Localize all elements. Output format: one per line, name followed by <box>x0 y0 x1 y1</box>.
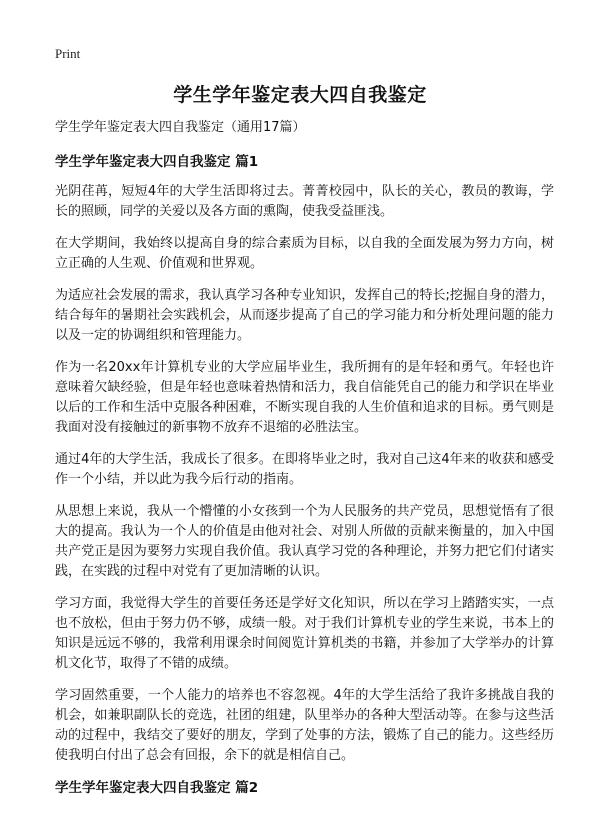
paragraph: 光阴荏苒，短短4年的大学生活即将过去。菁菁校园中，队长的关心，教员的教诲，学长的照顾，同学的关爱以及各方面的熏陶，使我受益匪浅。 <box>55 184 554 219</box>
document-body <box>55 118 554 808</box>
paragraph: 作为一名20xx年计算机专业的大学应届毕业生，我所拥有的是年轻和勇气。年轻也许意味着欠缺经验，但是年轻也意味着热情和活力，我自信能凭自己的能力和学识在毕业以后的工作和生活中克服各种困难，不断实现自我的人生价值和追求的目标。勇气则是我面对没有接触过的新事物不放弃不退缩的必胜法宝。 <box>55 360 554 435</box>
section-heading: 学生学年鉴定表大四自我鉴定 篇2 <box>55 780 259 796</box>
paragraph: 从思想上来说，我从一个懵懂的小女孩到一个为人民服务的共产党员，思想觉悟有了很大的提高。我认为一个人的价值是由他对社会、对别人所做的贡献来衡量的，加入中国共产党正是因为要努力实现自我价值。我认真学习党的各种理论，并努力把它们付诸实践，在实践的过程中对党有了更加清晰的认识。 <box>55 504 554 579</box>
print-link[interactable]: Print <box>55 46 81 61</box>
paragraph: 在大学期间，我始终以提高自身的综合素质为目标，以自我的全面发展为努力方向，树立正确的人生观、价值观和世界观。 <box>55 236 554 271</box>
paragraph: 通过4年的大学生活，我成长了很多。在即将毕业之时，我对自己这4年来的收获和感受作一个小结，并以此为我今后行动的指南。 <box>55 452 554 487</box>
paragraph: 学习固然重要，一个人能力的培养也不容忽视。4年的大学生活给了我许多挑战自我的机会，如兼职副队长的竞选，社团的组建，队里举办的各种大型活动等。在参与这些活动的过程中，我结交了要好的朋友，学到了处事的方法，锻炼了自己的能力。这些经历使我明白付出了总会有回报，余下的就是相信自己。 <box>55 688 554 763</box>
page-title: 学生学年鉴定表大四自我鉴定 <box>173 84 427 106</box>
paragraph: 为适应社会发展的需求，我认真学习各种专业知识，发挥自己的特长;挖掘自身的潜力，结合每年的暑期社会实践机会，从而逐步提高了自己的学习能力和分析处理问题的能力以及一定的协调组织和管理能力。 <box>55 288 554 343</box>
paragraph: 学习方面，我觉得大学生的首要任务还是学好文化知识，所以在学习上踏踏实实，一点也不放松，但由于努力仍不够，成绩一般。对于我们计算机专业的学生来说，书本上的知识是远远不够的，我常利用课余时间阅览计算机类的书籍，并参加了大学举办的计算机文化节，取得了不错的成绩。 <box>55 596 554 671</box>
section-1 <box>55 152 554 766</box>
section-heading: 学生学年鉴定表大四自我鉴定 篇1 <box>55 154 259 170</box>
document-subtitle: 学生学年鉴定表大四自我鉴定（通用17篇） <box>55 120 306 135</box>
section-2 <box>55 778 554 798</box>
